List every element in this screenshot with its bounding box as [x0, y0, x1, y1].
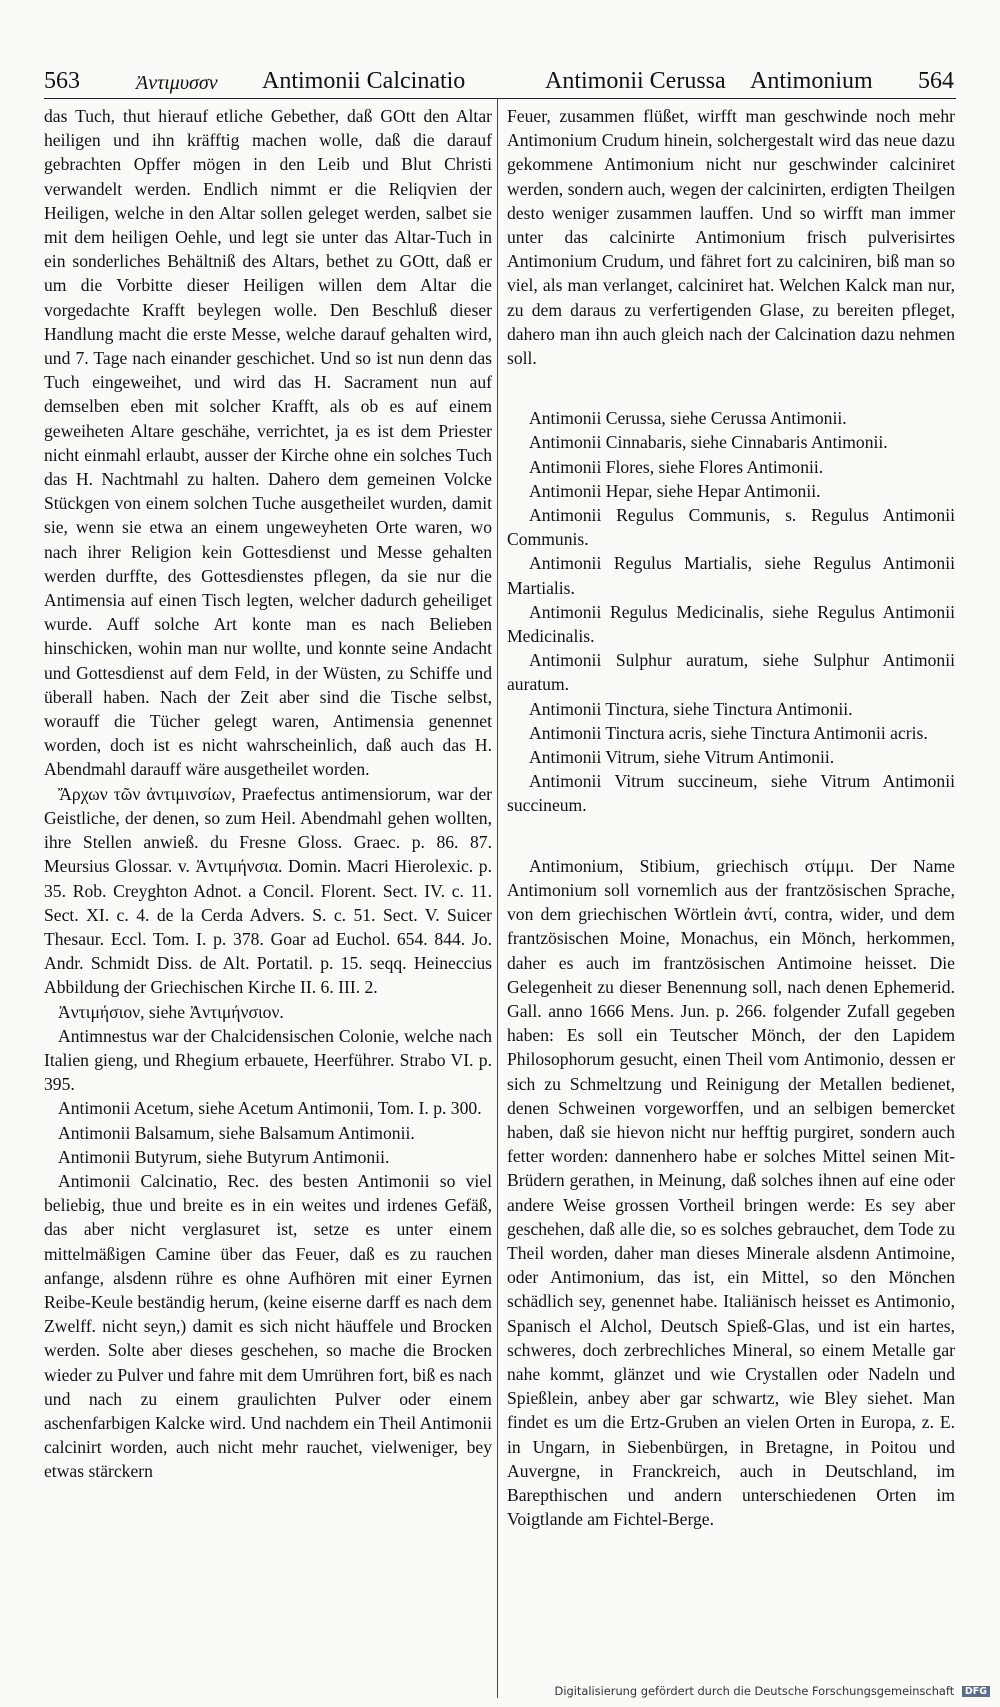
- entry: Antimonii Regulus Communis, s. Regulus Antimonii Communis.: [507, 505, 955, 550]
- right-column: [507, 104, 955, 1698]
- header-rule: [44, 98, 956, 99]
- paragraph: das Tuch, thut hierauf etliche Gebether, daß GOtt den Altar heiligen und ihn kräfftig machen wolle, daß die darauf gebrachten Opffer mögen in den Leib und Blut Christi verwandelt werden. Endlich nimmt er die Reliqvien der Heiligen, welche in den Altar sollen geleget werden, salbet sie mit dem heiligen Oehle, und legt sie unter das Altar-Tuch in ein sonderliches Behältniß des Altars, bethet zu GOtt, daß er um die Vorbitte dieser Heiligen willen dem Altar die vorgedachte Krafft beylegen wolle. Den Beschluß dieser Handlung macht die erste Messe, welche darauf gehalten wird, und 7. Tage nach einander geschichet. Und so ist nun denn das Tuch eingeweihet, und wird das H. Sacrament nun auf demselben eben mit solcher Krafft, als ob es auf einem geweiheten Altare geschähe, verrichtet, ja es ist dem Priester nicht einmahl erlaubt, ausser der Kirche ohne ein solches Tuch das H. Nachtmahl zu halten. Dahero dem gemeinen Volcke Stückgen von einem solchen Tuche ausgetheilet wurden, damit sie, wenn sie etwa an einem ungeweyheten Orte waren, wo nach ihrer Religion kein Gottesdienst und Messe gehalten werden durffte, des Gottesdienstes pflegen, da sie nur die Antimensia auf einen Tisch legten, welcher dadurch geheiliget wurde. Auff solche Art konte man es nach Belieben hinschicken, wohin man nur wollte, und konnte seine Andacht und Gottesdienst auf dem Feld, in der Wüsten, zu Schiffe und überall haben. Nach der Zeit aber sind die Tische selbst, worauff die Tücher gelegt waren, Antimensia genennet worden, doch ist es nicht wahrscheinlich, daß auch das H. Abendmahl darauff wäre ausgetheilet worden.: [44, 106, 492, 780]
- spacer: [507, 818, 955, 854]
- entry: Antimonii Cerussa, siehe Cerussa Antimonii.: [529, 408, 847, 429]
- paragraph: Antimonii Acetum, siehe Acetum Antimonii, Tom. I. p. 300.: [58, 1098, 482, 1119]
- paragraph: Antimonii Calcinatio, Rec. des besten Antimonii so viel beliebig, thue und breite es in ein weites und irdenes Gefäß, das aber nicht verglasuret ist, setze es unter einem mittelmäßigen Camine über das Feuer, daß es zu rauchen anfange, alsdenn rühre es ohne Aufhören mit einer Eyrnen Reibe-Keule beständig herum, (keine eiserne darff es nach dem Zwelff. nicht seyn,) damit es sich nicht häuffele und Brocken werden. Solte aber dieses geschehen, so mache die Brocken wieder zu Pulver und fahre mit dem Umrühren fort, biß es nach und nach zu einem graulichten Pulver oder einem aschenfarbigen Kalcke wird. Und nachdem ein Theil Antimonii calcinirt worden, auch nicht mehr rauchet, vielweniger, bey etwas stärckern: [44, 1170, 492, 1482]
- paragraph: Antimnestus war der Chalcidensischen Colonie, welche nach Italien gieng, und Rhegium erbauete, Heerführer. Strabo VI. p. 395.: [44, 1025, 492, 1095]
- paragraph: Feuer, zusammen flüßet, wirfft man geschwinde noch mehr Antimonium Crudum hinein, solchergestalt wird das neue dazu gekommene Antimonium nicht nur geschwinder calciniret werden, sondern auch, wegen der calcinirten, erdigten Theilgen desto weniger zusammen lauffen. Und so wirfft man immer unter das calcinirte Antimonium frisch pulverisirtes Antimonium Crudum, und fähret fort zu calciniren, biß man so viel, als man verlanget, calciniret hat. Welchen Kalck man nur, zu dem daraus zu verfertigenden Glase, zu bereiten pfleget, dahero man ihn auch gleich nach der Calcination dazu nehmen soll.: [507, 106, 955, 369]
- entry: Antimonii Regulus Medicinalis, siehe Regulus Antimonii Medicinalis.: [507, 601, 955, 647]
- paragraph: Antimonii Balsamum, siehe Balsamum Antimonii.: [58, 1122, 415, 1143]
- dfg-logo: DFG: [962, 1686, 990, 1697]
- running-head-right: Antimonii Cerussa: [545, 68, 726, 94]
- page-number-left: 563: [44, 68, 80, 94]
- entry: Antimonii Regulus Martialis, siehe Regulus Antimonii Martialis.: [507, 553, 955, 598]
- paragraph: Antimonium, Stibium, griechisch στίμμι. Der Name Antimonium soll vornemlich aus der frantzösischen Sprache, von dem griechischen Wörtlein ἀντί, contra, wider, und dem frantzösischen Moine, Monachus, ein Mönch, herkommen, daher es auch im frantzösischen Antimoine heisset. Die Gelegenheit zu dieser Benennung soll, nach denen Ephemerid. Gall. anno 1666 Mens. Jun. p. 266. folgender Zufall gegeben haben: Es soll ein Teutscher Mönch, der den Lapidem Philosophorum gesucht, einen Theil vom Antimonio, dessen er sich zu Schmeltzung und Reinigung der Metallen bedienet, denen Schweinen vorgeworffen, und an selbigen bemercket haben, daß sie hievon nicht nur hefftig purgiret, sondern auch fetter worden: dannenhero habe er solches Mittel seinen Mit-Brüdern gerathen, in Meinung, daß solches ihnen auf eine oder andere Weise grossen Vortheil bringen werde: Es sey aber geschehen, daß alle die, so es solches gebrauchet, dem Tode zu Theil worden, daher man dieses Minerale alsdenn Antimoine, oder Antimonium, das ist, ein Mittel, so den Mönchen schädlich sey, genennet habe. Italiänisch heisset es Antimonio, Spanisch el Alchol, Deutsch Spieß-Glas, und ist ein hartes, schweres, doch zerbrechliches Mineral, so einem Metalle gar nahe kommt, glänzet und wie Crystallen oder Nadeln und Spießlein, anbey aber gar schwartz, wie Bley siehet. Man findet es um die Ertz-Gruben an vielen Orten in Europa, z. E. in Ungarn, in Siebenbürgen, in Bretagne, in Poitou und Auvergne, in Franckreich, auch in Deutschland, im Barepthischen und andern unterschiedenen Orten im Voigtlande am Fichtel-Berge.: [507, 855, 955, 1530]
- entry: Antimonii Sulphur auratum, siehe Sulphur Antimonii auratum.: [507, 650, 955, 695]
- page-number-right: 564: [918, 68, 954, 94]
- footer-text: Digitalisierung gefördert durch die Deutsche Forschungsgemeinschaft: [554, 1684, 955, 1698]
- running-head-right-second: Antimonium: [750, 68, 873, 94]
- entry: Antimonii Vitrum succineum, siehe Vitrum Antimonii succineum.: [507, 771, 955, 816]
- entry: Antimonii Tinctura, siehe Tinctura Antimonii.: [529, 698, 853, 719]
- left-column: [44, 104, 492, 1698]
- entry: Antimonii Tinctura acris, siehe Tinctura Antimonii acris.: [529, 722, 928, 743]
- running-head-greek: Ἀντιμυσσν: [136, 72, 218, 94]
- column-divider: [497, 98, 498, 1698]
- running-head-left: Antimonii Calcinatio: [262, 68, 466, 94]
- paragraph: Ἀντιμήσιον, siehe Ἀντιμήνσιον.: [58, 1001, 284, 1022]
- entry: Antimonii Hepar, siehe Hepar Antimonii.: [529, 480, 821, 501]
- digitization-footer: [520, 1684, 990, 1698]
- entry: Antimonii Cinnabaris, siehe Cinnabaris Antimonii.: [529, 432, 888, 453]
- entry: Antimonii Flores, siehe Flores Antimonii.: [529, 456, 824, 477]
- paragraph: Antimonii Butyrum, siehe Butyrum Antimonii.: [58, 1146, 390, 1167]
- paragraph: Ἄρχων τῶν ἀντιμινσίων, Praefectus antimensiorum, war der Geistliche, der denen, so zum Heil. Abendmahl gehen wollten, ihre Stellen anwieß. du Fresne Gloss. Graec. p. 86. 87. Meursius Glossar. v. Ἀντιμήνσια. Domin. Macri Hierolexic. p. 35. Rob. Creyghton Adnot. a Concil. Florent. Sect. IV. c. 11. Sect. XI. c. 4. de la Cerda Advers. S. c. 51. Sect. V. Suicer Thesaur. Eccl. Tom. I. p. 378. Goar ad Euchol. 654. 844. Jo. Andr. Schmidt Diss. de Alt. Portatil. p. 15. seqq. Heineccius Abbildung der Griechischen Kirche II. 6. III. 2.: [44, 783, 492, 998]
- entry: Antimonii Vitrum, siehe Vitrum Antimonii.: [529, 747, 835, 768]
- spacer: [507, 370, 955, 406]
